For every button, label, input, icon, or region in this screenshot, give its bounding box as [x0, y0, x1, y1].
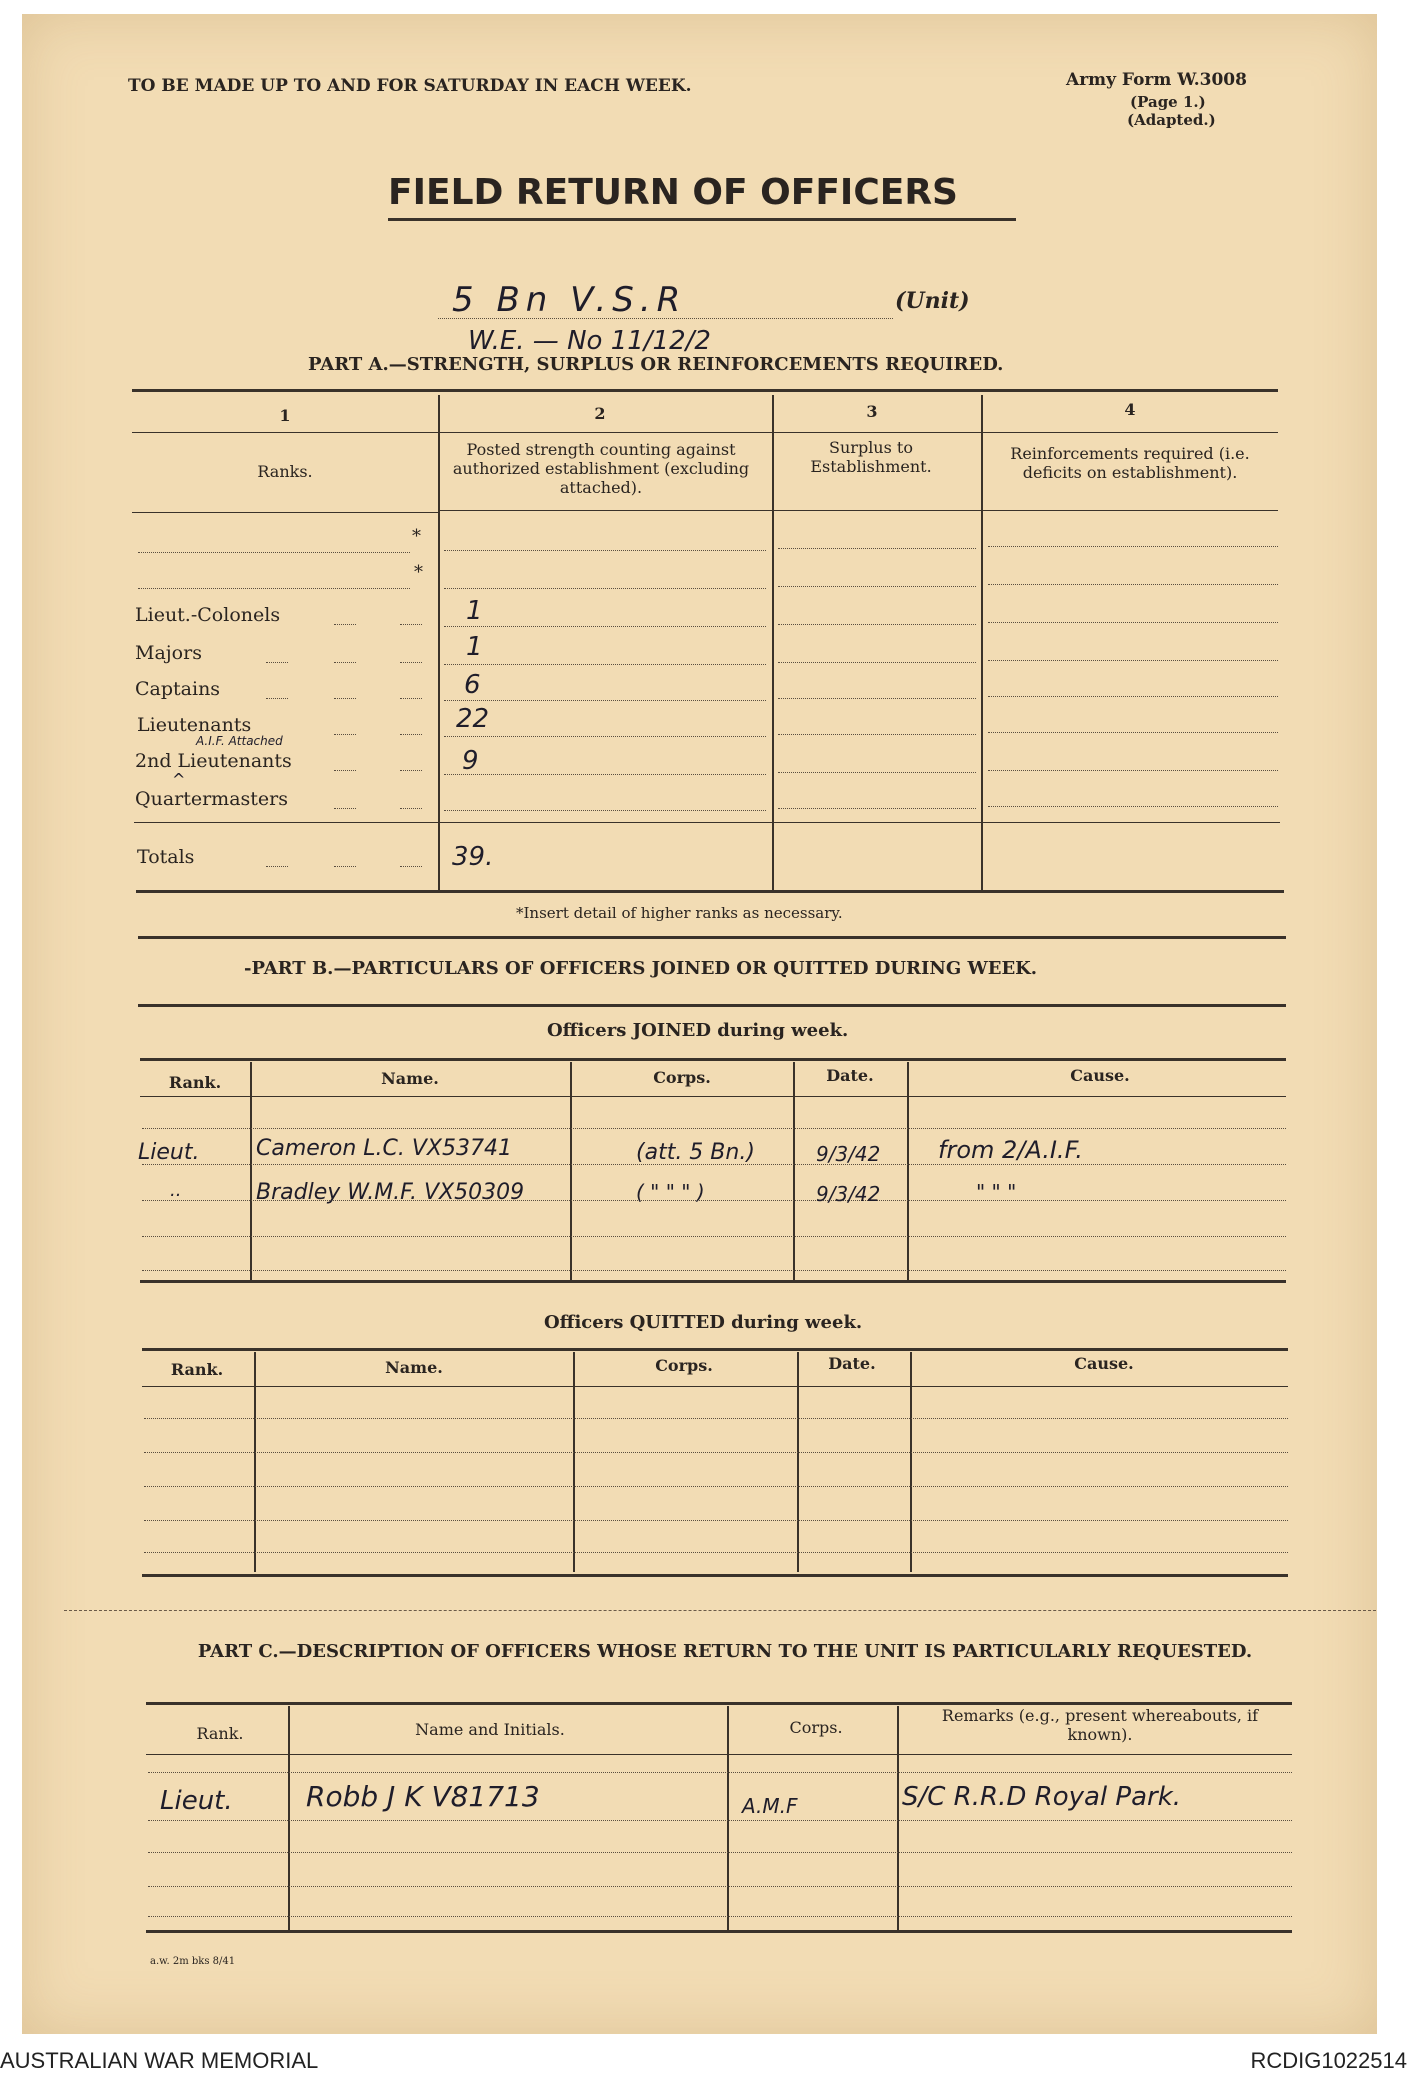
form-number: Army Form W.3008 — [1066, 70, 1247, 90]
rank-label-captains: Captains — [135, 678, 221, 700]
grid-row-5-col2 — [444, 700, 766, 701]
part-c-col-rank: Rank. — [196, 1724, 244, 1743]
grid-row-3-col3 — [778, 624, 976, 625]
grid-row-6-col3 — [778, 734, 976, 735]
quitted-row-line-3 — [144, 1486, 1288, 1487]
quitted-table-bottom — [142, 1574, 1288, 1577]
quitted-table-top — [142, 1348, 1288, 1351]
quitted-row-line-2 — [144, 1452, 1288, 1453]
joined-row-2-cause: " " " — [976, 1180, 1017, 1204]
rank-label-lieut-colonels: Lieut.-Colonels — [135, 604, 281, 626]
perforation-line — [64, 1610, 1376, 1611]
archive-credit: AUSTRALIAN WAR MEMORIAL — [0, 2048, 319, 2073]
part-c-row-1-corps: A.M.F — [742, 1794, 798, 1818]
joined-row-2-date: 9/3/42 — [816, 1182, 881, 1206]
leader-12 — [400, 770, 422, 771]
quitted-divider-3 — [797, 1352, 799, 1572]
rank-label-majors: Majors — [135, 642, 202, 664]
joined-col-cause: Cause. — [1070, 1066, 1130, 1085]
totals-label: Totals — [137, 846, 195, 868]
part-a-bottom-rule — [136, 890, 1284, 893]
grid-row-2-col2 — [444, 588, 766, 589]
col-header-posted-strength: Posted strength counting against authorized establishment (excluding attached). — [452, 440, 750, 497]
joined-row-line-4 — [142, 1236, 1286, 1237]
leader-14 — [400, 808, 422, 809]
leader-11 — [334, 770, 356, 771]
unit-label: (Unit) — [895, 288, 970, 314]
quitted-header-rule — [142, 1386, 1288, 1387]
star-marker-1: * — [412, 526, 421, 547]
col-num-2: 2 — [594, 404, 606, 423]
part-c-table-bottom — [146, 1930, 1292, 1933]
part-c-row-1-remarks: S/C R.R.D Royal Park. — [902, 1782, 1182, 1812]
value-majors: 1 — [466, 632, 483, 662]
part-a-col-divider-1 — [438, 395, 440, 890]
col-header-ranks: Ranks. — [257, 462, 313, 481]
joined-table-bottom — [140, 1280, 1286, 1283]
grid-row-3-col4 — [988, 622, 1278, 623]
value-lieut-colonels: 1 — [466, 596, 483, 626]
rank-label-2nd-lieutenants: 2nd Lieutenants — [135, 750, 292, 772]
leader-5 — [400, 662, 422, 663]
grid-row-6-col2 — [444, 736, 766, 737]
rank-row-star-2 — [138, 588, 410, 589]
col-header-surplus: Surplus to Establishment. — [810, 438, 932, 476]
grid-row-8-col3 — [778, 808, 976, 809]
caret-mark: ^ — [172, 770, 186, 789]
leader-3 — [266, 662, 288, 663]
grid-row-7-col2 — [444, 774, 766, 775]
leader-1 — [334, 624, 356, 625]
totals-value: 39. — [452, 842, 494, 872]
joined-divider-2 — [570, 1062, 572, 1280]
joined-divider-3 — [793, 1062, 795, 1280]
leader-4 — [334, 662, 356, 663]
quitted-row-line-1 — [144, 1418, 1288, 1419]
part-c-divider-1 — [288, 1706, 290, 1930]
part-c-row-1-name: Robb J K V81713 — [306, 1780, 540, 1813]
quitted-col-rank: Rank. — [170, 1360, 224, 1379]
leader-17 — [400, 866, 422, 867]
part-c-row-line-3 — [148, 1852, 1292, 1853]
grid-row-5-col3 — [778, 698, 976, 699]
leader-7 — [334, 698, 356, 699]
star-marker-2: * — [414, 562, 423, 583]
joined-divider-1 — [250, 1062, 252, 1280]
part-a-col-divider-3 — [981, 395, 983, 890]
title-underline — [388, 218, 1016, 221]
quitted-divider-4 — [910, 1352, 912, 1572]
leader-13 — [334, 808, 356, 809]
part-c-row-line-4 — [148, 1886, 1292, 1887]
part-c-row-line-1 — [148, 1772, 1292, 1773]
quitted-col-name: Name. — [385, 1358, 443, 1377]
unit-dotted-line — [438, 318, 893, 319]
part-a-num-rule — [132, 432, 1278, 433]
joined-row-line-5 — [142, 1270, 1286, 1271]
grid-row-2-col3 — [778, 586, 976, 587]
adapted-note: (Adapted.) — [1127, 111, 1216, 129]
page-number: (Page 1.) — [1130, 93, 1206, 111]
part-c-col-name: Name and Initials. — [415, 1720, 565, 1739]
leader-6 — [266, 698, 288, 699]
part-a-heading: PART A.—STRENGTH, SURPLUS OR REINFORCEMENTS REQUIRED. — [308, 354, 1004, 375]
grid-row-8-col4 — [988, 806, 1278, 807]
part-a-top-rule — [132, 389, 1278, 392]
part-c-header-rule — [146, 1754, 1292, 1755]
archive-id: RCDIG1022514 — [1250, 2048, 1407, 2073]
grid-row-6-col4 — [988, 732, 1278, 733]
joined-title: Officers JOINED during week. — [547, 1020, 849, 1041]
totals-top-rule — [134, 822, 1280, 823]
aif-attached-annotation: A.I.F. Attached — [196, 734, 283, 748]
quitted-row-line-5 — [144, 1552, 1288, 1553]
unit-name: 5 Bn V.S.R — [452, 280, 687, 320]
part-c-table-top — [146, 1702, 1292, 1705]
instruction-text: TO BE MADE UP TO AND FOR SATURDAY IN EACH WEEK. — [128, 76, 692, 96]
grid-row-4-col4 — [988, 660, 1278, 661]
part-a-header-rule-right — [440, 510, 1278, 511]
leader-16 — [334, 866, 356, 867]
rank-label-quartermasters: Quartermasters — [135, 788, 288, 810]
col-header-reinforcements: Reinforcements required (i.e. deficits on establishment). — [1010, 444, 1250, 482]
joined-table-top — [140, 1058, 1286, 1061]
value-captains: 6 — [464, 670, 481, 700]
part-b-sub-rule — [138, 1004, 1286, 1007]
joined-row-1-rank: Lieut. — [138, 1140, 200, 1165]
quitted-divider-1 — [254, 1352, 256, 1572]
part-c-row-1-rank: Lieut. — [160, 1786, 233, 1816]
grid-row-7-col3 — [778, 772, 976, 773]
joined-row-1-corps: (att. 5 Bn.) — [636, 1140, 755, 1165]
we-line: W.E. — No 11/12/2 — [468, 326, 711, 356]
grid-row-8-col2 — [444, 810, 766, 811]
leader-8 — [400, 698, 422, 699]
part-c-divider-2 — [727, 1706, 729, 1930]
rank-row-star-1 — [138, 552, 410, 553]
quitted-divider-2 — [573, 1352, 575, 1572]
joined-row-2-corps: ( " " " ) — [636, 1180, 705, 1204]
col-num-4: 4 — [1124, 400, 1136, 419]
joined-row-1-cause: from 2/A.I.F. — [938, 1136, 1083, 1164]
part-c-col-remarks: Remarks (e.g., present whereabouts, if known). — [941, 1706, 1259, 1744]
col-num-1: 1 — [279, 406, 291, 425]
quitted-row-line-4 — [144, 1520, 1288, 1521]
grid-row-5-col4 — [988, 696, 1278, 697]
grid-row-4-col3 — [778, 662, 976, 663]
part-b-heading: -PART B.—PARTICULARS OF OFFICERS JOINED OR QUITTED DURING WEEK. — [244, 958, 1038, 979]
part-a-footnote: *Insert detail of higher ranks as necessary. — [516, 904, 843, 922]
value-2nd-lieutenants: 9 — [462, 746, 479, 776]
joined-row-2-rank: .. — [170, 1180, 182, 1201]
grid-row-3-col2 — [444, 626, 766, 627]
grid-row-2-col4 — [988, 584, 1278, 585]
quitted-title: Officers QUITTED during week. — [544, 1312, 863, 1333]
part-c-row-line-2 — [148, 1820, 1292, 1821]
joined-col-name: Name. — [381, 1069, 439, 1088]
part-c-col-corps: Corps. — [789, 1718, 843, 1737]
grid-row-1-col4 — [988, 546, 1278, 547]
joined-row-2-name: Bradley W.M.F. VX50309 — [256, 1180, 525, 1205]
joined-col-date: Date. — [826, 1066, 874, 1085]
joined-col-corps: Corps. — [653, 1068, 711, 1087]
grid-row-1-col3 — [778, 548, 976, 549]
grid-row-1-col2 — [444, 550, 766, 551]
rank-label-lieutenants: Lieutenants — [137, 714, 252, 736]
part-c-heading: PART C.—DESCRIPTION OF OFFICERS WHOSE RETURN TO THE UNIT IS PARTICULARLY REQUESTED. — [197, 1641, 1253, 1662]
part-c-divider-3 — [897, 1706, 899, 1930]
part-a-col-divider-2 — [772, 395, 774, 890]
part-b-top-rule — [138, 936, 1286, 939]
quitted-col-date: Date. — [828, 1354, 876, 1373]
joined-row-1-date: 9/3/42 — [816, 1142, 881, 1166]
joined-row-1-name: Cameron L.C. VX53741 — [256, 1136, 512, 1161]
page-title: FIELD RETURN OF OFFICERS — [388, 172, 958, 213]
value-lieutenants: 22 — [456, 704, 490, 734]
leader-9 — [334, 734, 356, 735]
leader-2 — [400, 624, 422, 625]
grid-row-7-col4 — [988, 770, 1278, 771]
print-code: a.w. 2m bks 8/41 — [150, 1956, 236, 1967]
quitted-col-corps: Corps. — [655, 1356, 713, 1375]
col-num-3: 3 — [866, 402, 878, 421]
joined-divider-4 — [907, 1062, 909, 1280]
grid-row-4-col2 — [444, 664, 766, 665]
quitted-col-cause: Cause. — [1074, 1354, 1134, 1373]
leader-10 — [400, 734, 422, 735]
part-a-header-rule-left — [132, 512, 439, 513]
part-c-row-line-5 — [148, 1916, 1292, 1917]
joined-col-rank: Rank. — [168, 1073, 222, 1092]
joined-row-line-1 — [142, 1128, 1286, 1129]
leader-15 — [266, 866, 288, 867]
joined-header-rule — [140, 1096, 1286, 1097]
